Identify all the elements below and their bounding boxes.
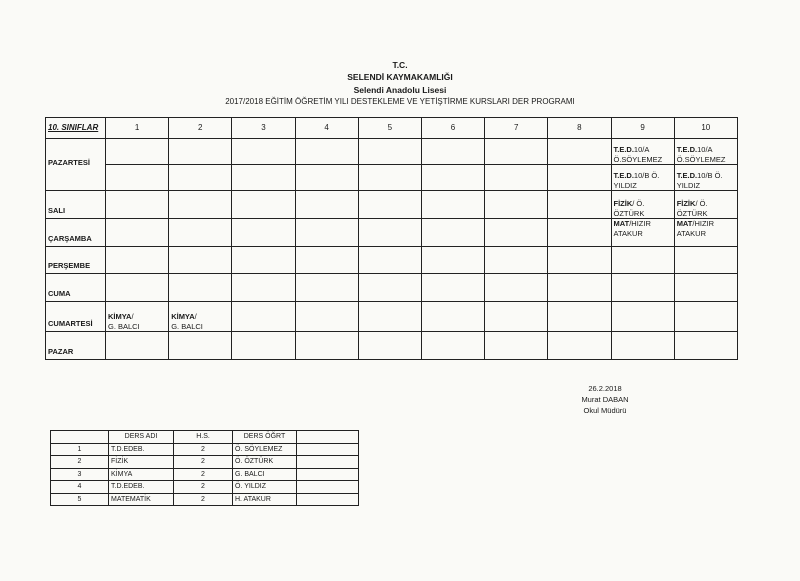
course-hours: 2 [174,493,233,506]
schedule-cell [611,332,674,360]
course-group: 10/B Ö. [633,171,660,180]
schedule-row-cuma [46,274,738,302]
schedule-table [45,117,738,360]
period-header: 7 [485,118,548,139]
schedule-cell [485,302,548,332]
course-code: KİMYA [108,312,132,321]
schedule-cell [674,274,737,302]
course-teacher: G. BALCI [233,468,297,481]
course-teacher: H. ATAKUR [233,493,297,506]
teacher-name: ATAKUR [613,228,643,238]
header-tc: T.C. [392,60,408,70]
schedule-row-pazartesi-1 [46,139,738,165]
header-kaymakamlik: SELENDİ KAYMAKAMLIĞI [347,72,453,82]
day-sali: SALI [46,191,106,219]
schedule-cell [295,274,358,302]
schedule-cell [169,139,232,165]
schedule-cell [548,165,611,191]
schedule-cell [674,332,737,360]
schedule-cell [295,302,358,332]
header-hours: H.S. [174,431,233,444]
course-code: MAT [613,219,630,228]
course-code: MAT [676,219,693,228]
day-cuma: CUMA [46,274,106,302]
table-row [51,456,359,469]
schedule-cell [611,139,674,165]
row-number: 4 [51,481,109,494]
course-teacher: Ö. SÖYLEMEZ [233,443,297,456]
day-persembe: PERŞEMBE [46,247,106,274]
course-code: T.E.D. [676,171,698,180]
day-cumartesi: CUMARTESİ [46,302,106,332]
header-extra [297,431,359,444]
schedule-cell [485,191,548,219]
signature-block [530,383,680,416]
principal-name: Murat DABAN [581,395,629,404]
schedule-cell [421,247,484,274]
schedule-cell [169,274,232,302]
period-header: 1 [106,118,169,139]
table-row [51,481,359,494]
schedule-cell [421,332,484,360]
schedule-row-pazartesi-2 [46,165,738,191]
schedule-cell [421,139,484,165]
course-code: FİZİK [613,199,633,208]
course-name: T.D.EDEB. [109,443,174,456]
course-teacher: Ö. ÖZTÜRK [233,456,297,469]
period-header: 2 [169,118,232,139]
schedule-cell [106,247,169,274]
signature-date: 26.2.2018 [588,384,622,393]
schedule-cell [548,191,611,219]
course-code: T.E.D. [613,171,634,180]
schedule-header-row [46,118,738,139]
schedule-cell [548,247,611,274]
schedule-cell [674,191,737,219]
schedule-cell [611,165,674,191]
course-code: KİMYA [171,312,195,321]
schedule-cell [106,332,169,360]
empty-cell [297,456,359,469]
schedule-cell [232,247,295,274]
schedule-cell [169,247,232,274]
course-name: T.D.EDEB. [109,481,174,494]
course-group: / Ö. [695,199,708,208]
schedule-cell [232,191,295,219]
schedule-cell [548,332,611,360]
course-code: T.E.D. [676,145,698,154]
schedule-cell [611,191,674,219]
schedule-cell [485,139,548,165]
period-header: 10 [674,118,737,139]
course-teacher: Ö. YILDIZ [233,481,297,494]
schedule-cell [169,219,232,247]
schedule-cell [674,247,737,274]
schedule-cell [485,274,548,302]
schedule-cell [232,139,295,165]
schedule-cell [674,302,737,332]
schedule-row-cumartesi [46,302,738,332]
schedule-cell [106,302,169,332]
schedule-cell [421,219,484,247]
schedule-cell [232,165,295,191]
course-name: MATEMATİK [109,493,174,506]
course-hours: 2 [174,481,233,494]
course-group: 10/A [633,145,650,154]
schedule-cell [295,165,358,191]
schedule-cell [674,165,737,191]
schedule-cell [421,302,484,332]
period-header: 4 [295,118,358,139]
schedule-cell [358,274,421,302]
header-teacher: DERS ÖĞRT [233,431,297,444]
row-number: 3 [51,468,109,481]
empty-cell [297,443,359,456]
schedule-row-pazar [46,332,738,360]
schedule-cell [232,219,295,247]
period-header: 8 [548,118,611,139]
schedule-row-carsamba [46,219,738,247]
course-hours: 2 [174,456,233,469]
schedule-cell [358,247,421,274]
schedule-cell [358,139,421,165]
schedule-cell [358,165,421,191]
schedule-cell [611,219,674,247]
schedule-cell [169,302,232,332]
period-header: 3 [232,118,295,139]
header-no [51,431,109,444]
table-row [51,493,359,506]
schedule-cell [548,274,611,302]
day-pazartesi: PAZARTESİ [46,139,106,191]
schedule-cell [421,191,484,219]
schedule-cell [358,219,421,247]
header-course-name: DERS ADI [109,431,174,444]
table-row [51,443,359,456]
period-header: 6 [421,118,484,139]
course-hours: 2 [174,443,233,456]
course-code: FİZİK [676,199,696,208]
teacher-name: ATAKUR [676,228,706,238]
empty-cell [297,468,359,481]
schedule-cell [106,274,169,302]
course-group: / Ö. [632,199,645,208]
day-carsamba: ÇARŞAMBA [46,219,106,247]
period-header: 5 [358,118,421,139]
schedule-cell [106,191,169,219]
row-number: 2 [51,456,109,469]
teacher-name: YILDIZ [676,180,701,190]
schedule-cell [295,139,358,165]
empty-cell [297,481,359,494]
class-label: 10. SINIFLAR [46,118,106,139]
table-row [51,468,359,481]
course-hours: 2 [174,468,233,481]
course-name: FİZİK [109,456,174,469]
schedule-cell [169,191,232,219]
course-group: / [194,312,197,321]
principal-title: Okul Müdürü [583,406,627,415]
teacher-name: ÖZTÜRK [676,208,708,218]
schedule-row-sali [46,191,738,219]
teacher-name: Ö.SÖYLEMEZ [613,154,663,164]
schedule-cell [611,247,674,274]
row-number: 5 [51,493,109,506]
course-code: T.E.D. [613,145,634,154]
header-program-title: 2017/2018 EĞİTİM ÖĞRETİM YILI DESTEKLEME VE YETİŞTİRME KURSLARI DER PROGRAMI [225,97,575,106]
schedule-cell [358,302,421,332]
teacher-name: G. BALCI [171,321,203,331]
schedule-cell [674,219,737,247]
schedule-cell [421,165,484,191]
schedule-cell [232,332,295,360]
schedule-cell [106,219,169,247]
schedule-cell [611,302,674,332]
schedule-cell [232,274,295,302]
course-list-header [51,431,359,444]
schedule-cell [295,191,358,219]
schedule-cell [169,165,232,191]
schedule-cell [358,191,421,219]
schedule-cell [295,247,358,274]
header-school: Selendi Anadolu Lisesi [353,85,447,95]
schedule-cell [295,332,358,360]
course-group: 10/B Ö. [697,171,723,180]
schedule-row-persembe [46,247,738,274]
day-pazar: PAZAR [46,332,106,360]
schedule-cell [421,274,484,302]
teacher-name: YILDIZ [613,180,637,190]
course-group: /HIZIR [629,219,651,228]
schedule-cell [485,219,548,247]
row-number: 1 [51,443,109,456]
schedule-cell [611,274,674,302]
course-group: /HIZIR [692,219,715,228]
schedule-cell [358,332,421,360]
schedule-cell [295,219,358,247]
schedule-cell [674,139,737,165]
schedule-cell [169,332,232,360]
schedule-cell [485,165,548,191]
teacher-name: G. BALCI [108,321,140,331]
schedule-cell [548,302,611,332]
course-group: / [131,312,134,321]
schedule-cell [485,332,548,360]
schedule-cell [106,165,169,191]
schedule-cell [106,139,169,165]
teacher-name: ÖZTÜRK [613,208,645,218]
empty-cell [297,493,359,506]
schedule-cell [548,219,611,247]
schedule-cell [548,139,611,165]
course-name: KİMYA [109,468,174,481]
course-group: 10/A [697,145,713,154]
schedule-cell [232,302,295,332]
schedule-cell [485,247,548,274]
course-list-table [50,430,359,506]
teacher-name: Ö.SÖYLEMEZ [676,154,726,164]
period-header: 9 [611,118,674,139]
